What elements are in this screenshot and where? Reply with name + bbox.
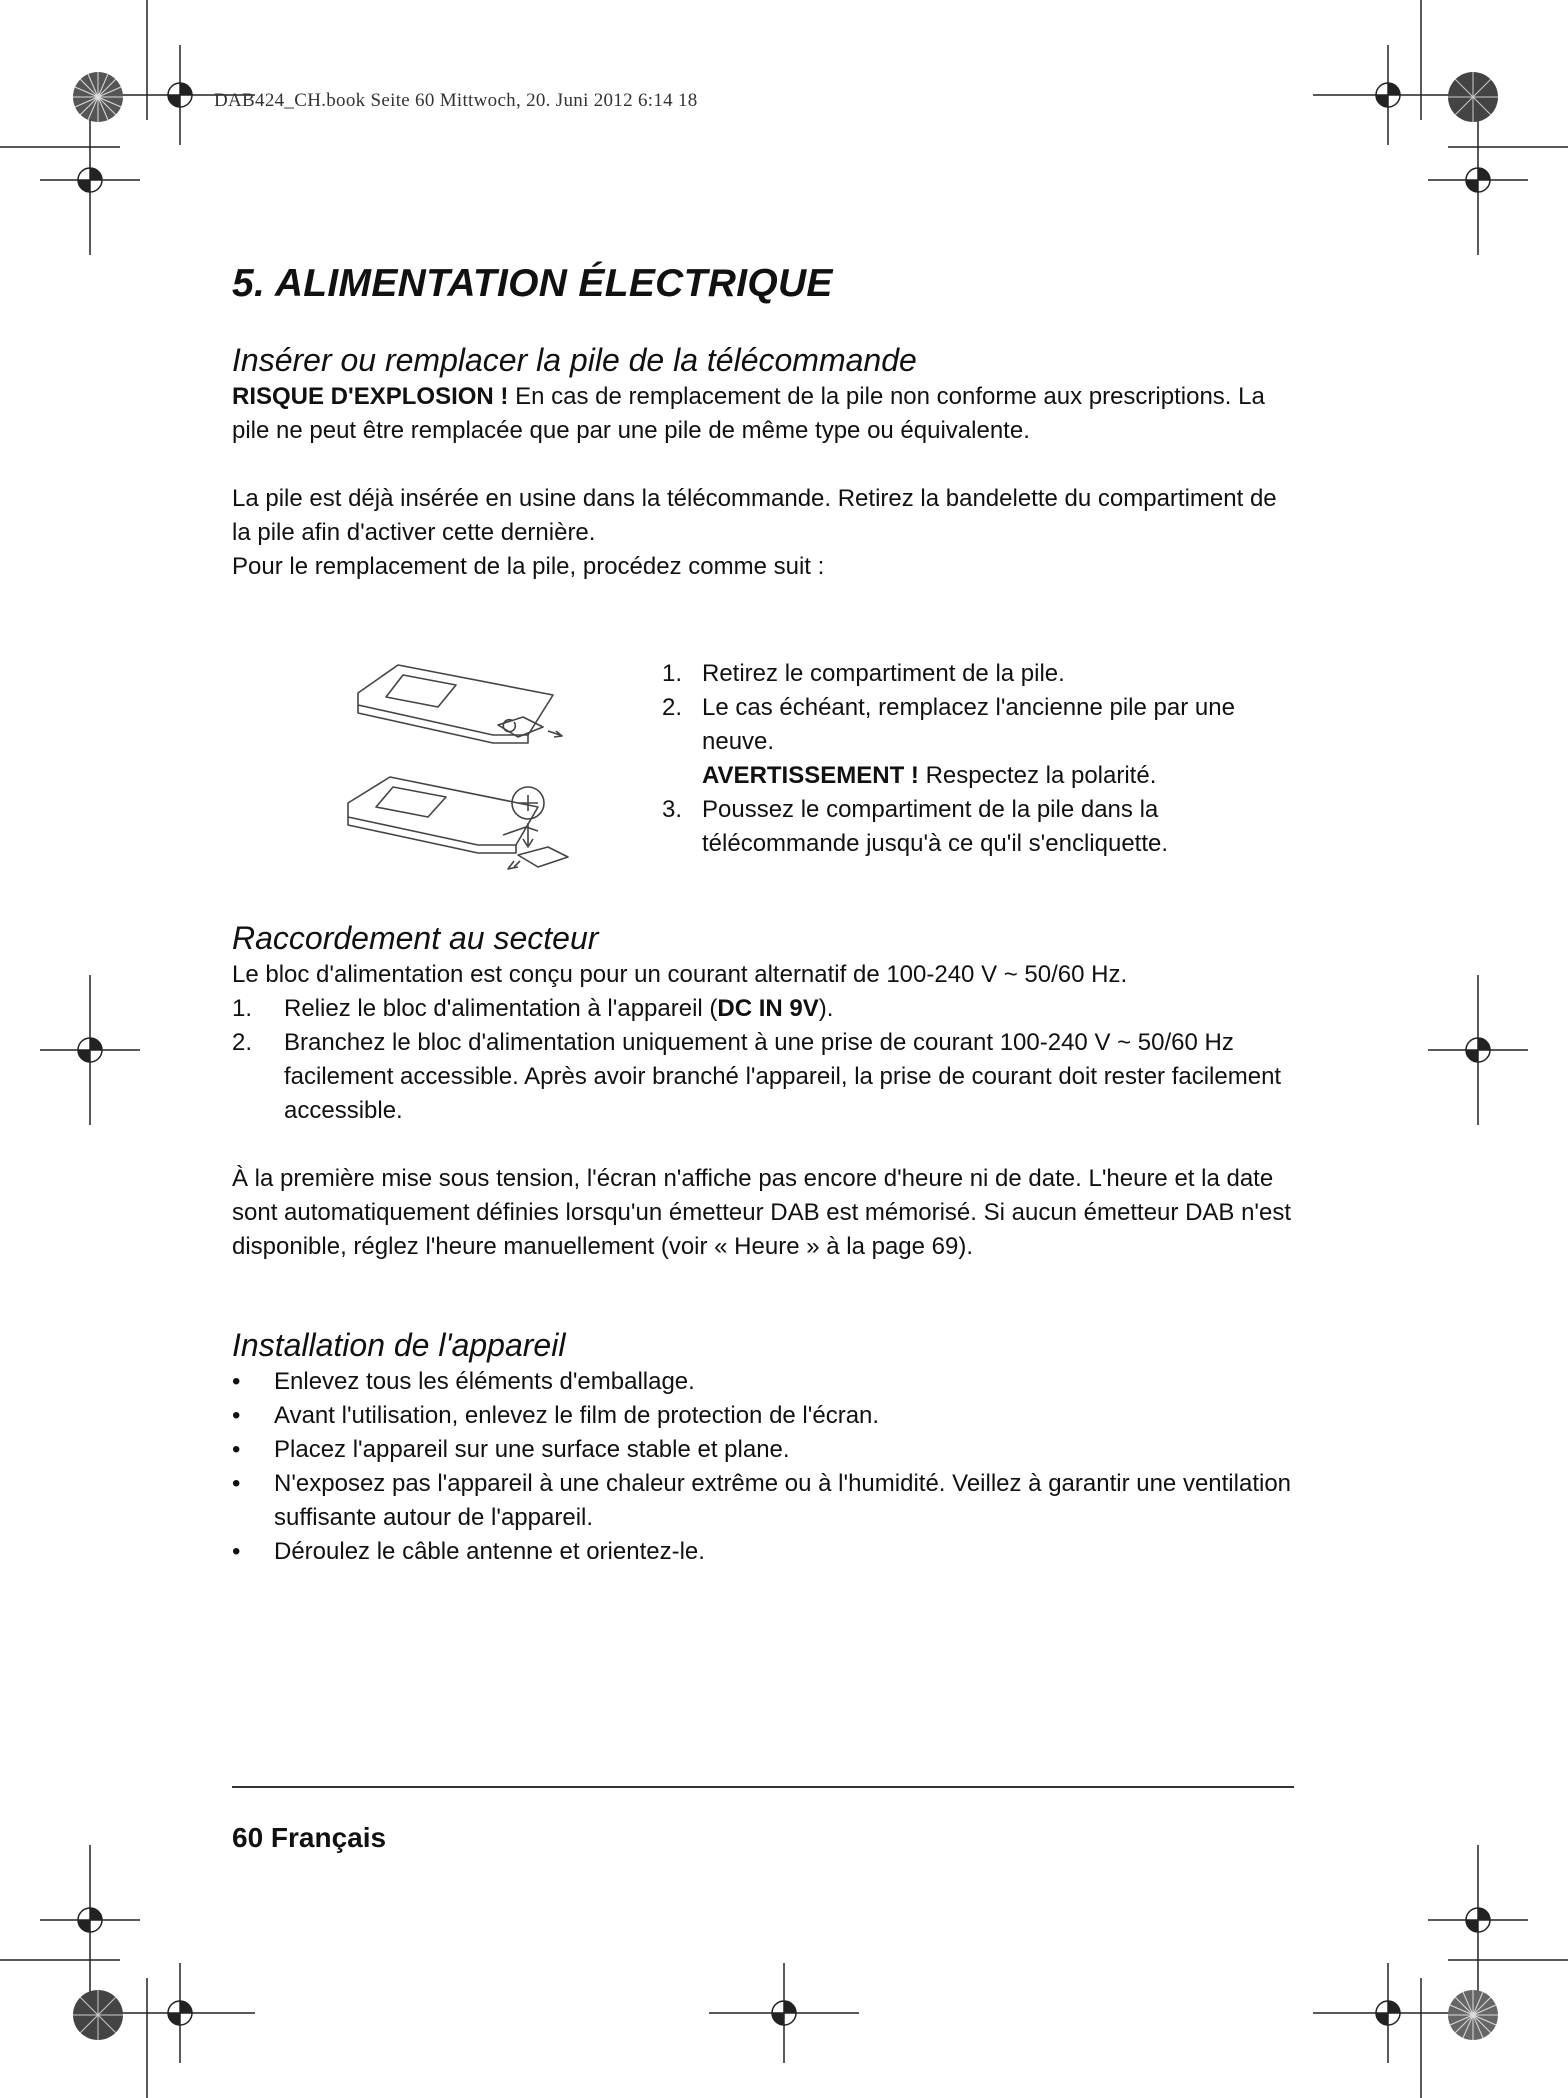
battery-heading: Insérer ou remplacer la pile de la télécommande (232, 342, 917, 378)
starburst-target-icon (1443, 1985, 1503, 2045)
list-item: 2. Branchez le bloc d'alimentation uniquement à une prise de courant 100-240 V ~ 50/60 Hz facilement accessible. Après avoir branché l'appareil, la prise de courant doit rester facilement accessible. (232, 1029, 1282, 1124)
install-heading: Installation de l'appareil (232, 1327, 566, 1363)
battery-paragraph-2: Pour le remplacement de la pile, procédez comme suit : (232, 553, 825, 580)
list-item: 2. Le cas échéant, remplacez l'ancienne pile par une neuve. AVERTISSEMENT ! Respectez la polarité. (662, 694, 1235, 789)
list-item: • Placez l'appareil sur une surface stable et plane. (232, 1433, 1292, 1467)
list-item: 3. Poussez le compartiment de la pile dans la télécommande jusqu'à ce qu'il s'encliquette. (662, 796, 1169, 857)
list-item: 1. Reliez le bloc d'alimentation à l'appareil (DC IN 9V). (232, 995, 834, 1022)
registration-target-icon (1313, 45, 1463, 145)
remote-battery-illustration (338, 655, 608, 885)
registration-target-icon (709, 1963, 859, 2063)
list-item: • N'exposez pas l'appareil à une chaleur extrême ou à l'humidité. Veillez à garantir une ventilation suffisante autour de l'appareil. (232, 1467, 1292, 1535)
starburst-target-icon (68, 67, 128, 127)
warning-label: RISQUE D'EXPLOSION ! (232, 383, 509, 410)
note-label: AVERTISSEMENT ! (702, 762, 919, 789)
footer-rule (232, 1786, 1294, 1788)
list-item: 1. Retirez le compartiment de la pile. (662, 660, 1065, 687)
page-number-label: 60 Français (232, 1822, 387, 1853)
list-item: • Déroulez le câble antenne et orientez-le. (232, 1535, 1292, 1569)
page-title-block (232, 262, 1292, 306)
mains-heading: Raccordement au secteur (232, 920, 599, 956)
battery-warning (232, 380, 1292, 448)
mains-paragraph: À la première mise sous tension, l'écran n'affiche pas encore d'heure ni de date. L'heure et la date sont automatiquement définies lorsqu'un émetteur DAB est mémorisé. Si aucun émetteur DAB n'est disponible, réglez l'heure manuellement (voir « Heure » à la page 69). (232, 1165, 1292, 1260)
starburst-target-icon (1443, 67, 1503, 127)
list-item: • Avant l'utilisation, enlevez le film de protection de l'écran. (232, 1399, 1292, 1433)
mains-intro: Le bloc d'alimentation est conçu pour un courant alternatif de 100-240 V ~ 50/60 Hz. (232, 961, 1128, 988)
battery-steps (662, 657, 1302, 861)
registration-target-icon (40, 975, 140, 1125)
running-head: DAB424_CH.book Seite 60 Mittwoch, 20. Juni 2012 6:14 18 (214, 90, 698, 111)
install-section (232, 1325, 1292, 1569)
page-title: 5. ALIMENTATION ÉLECTRIQUE (232, 262, 833, 305)
battery-section (232, 340, 1292, 584)
registration-target-icon (1313, 1963, 1463, 2063)
warning-text: En cas de remplacement de la pile non conforme aux prescriptions. La pile ne peut être remplacée que par une pile de même type ou équivalente. (232, 383, 1265, 444)
starburst-target-icon (68, 1985, 128, 2045)
list-item: • Enlevez tous les éléments d'emballage. (232, 1365, 1292, 1399)
battery-paragraph-1: La pile est déjà insérée en usine dans la télécommande. Retirez la bandelette du compartiment de la pile afin d'activer cette dernière. (232, 485, 1277, 546)
registration-target-icon (1428, 975, 1528, 1125)
mains-section (232, 918, 1292, 1264)
